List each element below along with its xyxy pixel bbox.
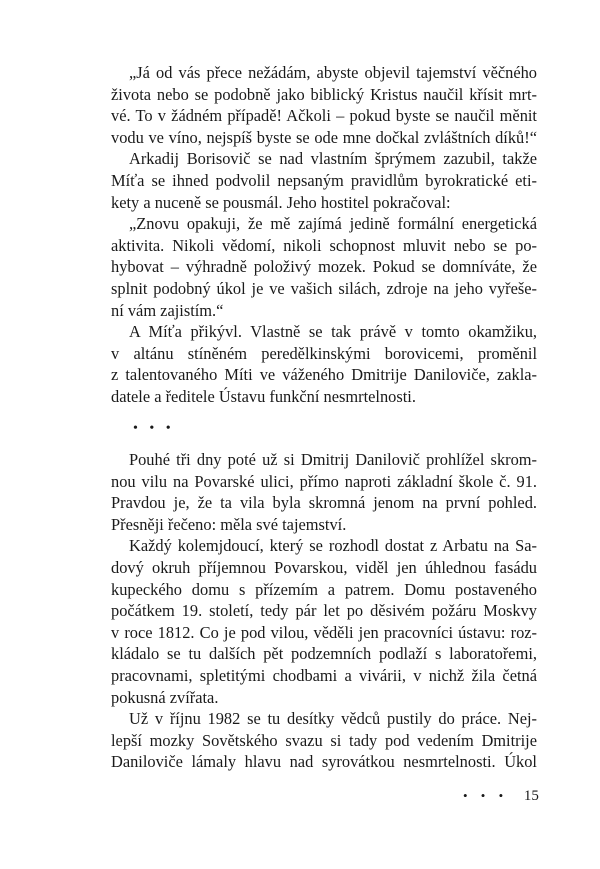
text-line: kládalo se tu dalších pět podzemních podlaží s laboratořemi, bbox=[111, 644, 537, 664]
paragraph bbox=[111, 535, 537, 708]
text-line: lepší mozky Sovětského svazu si tady pod vedením Dmitrije bbox=[111, 730, 537, 750]
footer-ornament: • • • bbox=[463, 788, 509, 803]
text-line: ní vám zajistím.“ bbox=[111, 300, 224, 320]
text-line: Pouhé tři dny poté už si Dmitrij Danilovič prohlížel skrom- bbox=[129, 450, 537, 470]
text-line: z talentovaného Míti ve váženého Dmitrije Daniloviče, zakla- bbox=[111, 365, 537, 385]
paragraph bbox=[111, 321, 537, 407]
text-line: aktivita. Nikoli vědomí, nikoli schopnost mluvit nebo se po- bbox=[111, 235, 537, 255]
text-line: pokusná zvířata. bbox=[111, 687, 219, 707]
text-line: kupeckého domu s přízemím a patrem. Domu postaveného bbox=[111, 579, 537, 599]
text-line: „Já od vás přece nežádám, abyste objevil tajemství věčného bbox=[129, 63, 537, 82]
text-line: dový okruh příjemnou Povarskou, viděl jen úhlednou fasádu bbox=[111, 558, 537, 578]
text-line: vodu ve víno, nejspíš byste se ode mne dočkal zvláštních díků!“ bbox=[111, 127, 537, 147]
text-line: života nebo se podobně jako biblický Kristus naučil křísit mrt- bbox=[111, 84, 537, 104]
text-line: splnit podobný úkol je ve vašich silách, zdroje na jeho vyřeše- bbox=[111, 278, 537, 298]
page-footer bbox=[463, 788, 539, 805]
text-line: nou vilu na Povarské ulici, přímo naproti základní škole č. 91. bbox=[111, 471, 537, 491]
text-line: Už v říjnu 1982 se tu desítky vědců pustily do práce. Nej- bbox=[129, 709, 537, 729]
text-line: vé. To v žádném případě! Ačkoli – pokud byste se naučil měnit bbox=[111, 106, 537, 126]
text-line: hybovat – výhradně položivý mozek. Pokud se domníváte, že bbox=[111, 257, 537, 277]
text-line: počátkem 19. století, tedy pár let po děsivém požáru Moskvy bbox=[111, 601, 537, 621]
text-line: Arkadij Borisovič se nad vlastním šprýmem zazubil, takže bbox=[129, 149, 537, 169]
paragraph bbox=[111, 708, 537, 773]
page-body bbox=[111, 62, 537, 773]
text-line: kety a nuceně se pousmál. Jeho hostitel pokračoval: bbox=[111, 192, 451, 212]
page-number: 15 bbox=[523, 788, 539, 804]
paragraph bbox=[111, 213, 537, 321]
text-line: v altánu stíněném peredělkinskými borovicemi, proměnil bbox=[111, 343, 537, 363]
text-line: „Znovu opakuji, že mě zajímá jedině formální energetická bbox=[129, 214, 537, 234]
text-line: Každý kolemjdoucí, který se rozhodl dostat z Arbatu na Sa- bbox=[129, 536, 537, 556]
paragraph bbox=[111, 449, 537, 535]
text-line: A Míťa přikývl. Vlastně se tak právě v tomto okamžiku, bbox=[129, 322, 537, 342]
text-line: Přesněji řečeno: měla své tajemství. bbox=[111, 514, 347, 534]
text-line: Daniloviče lámaly hlavu nad syrovátkou nesmrtelnosti. Úkol bbox=[111, 752, 537, 772]
paragraph bbox=[111, 62, 537, 148]
text-line: datele a ředitele Ústavu funkční nesmrtelnosti. bbox=[111, 386, 416, 406]
text-line: pracovnami, spletitými chodbami a vivárii, v nichž žila četná bbox=[111, 666, 537, 686]
text-line: Pravdou je, že ta vila byla skromná jenom na první pohled. bbox=[111, 493, 537, 513]
paragraph bbox=[111, 148, 537, 213]
text-line: v roce 1812. Co je pod vilou, věděli jen pracovníci ústavu: roz- bbox=[111, 622, 537, 642]
text-line: Míťa se ihned podvolil nepsaným pravidlům byrokratické eti- bbox=[111, 170, 537, 190]
section-break-ornament: • • • bbox=[133, 420, 175, 436]
